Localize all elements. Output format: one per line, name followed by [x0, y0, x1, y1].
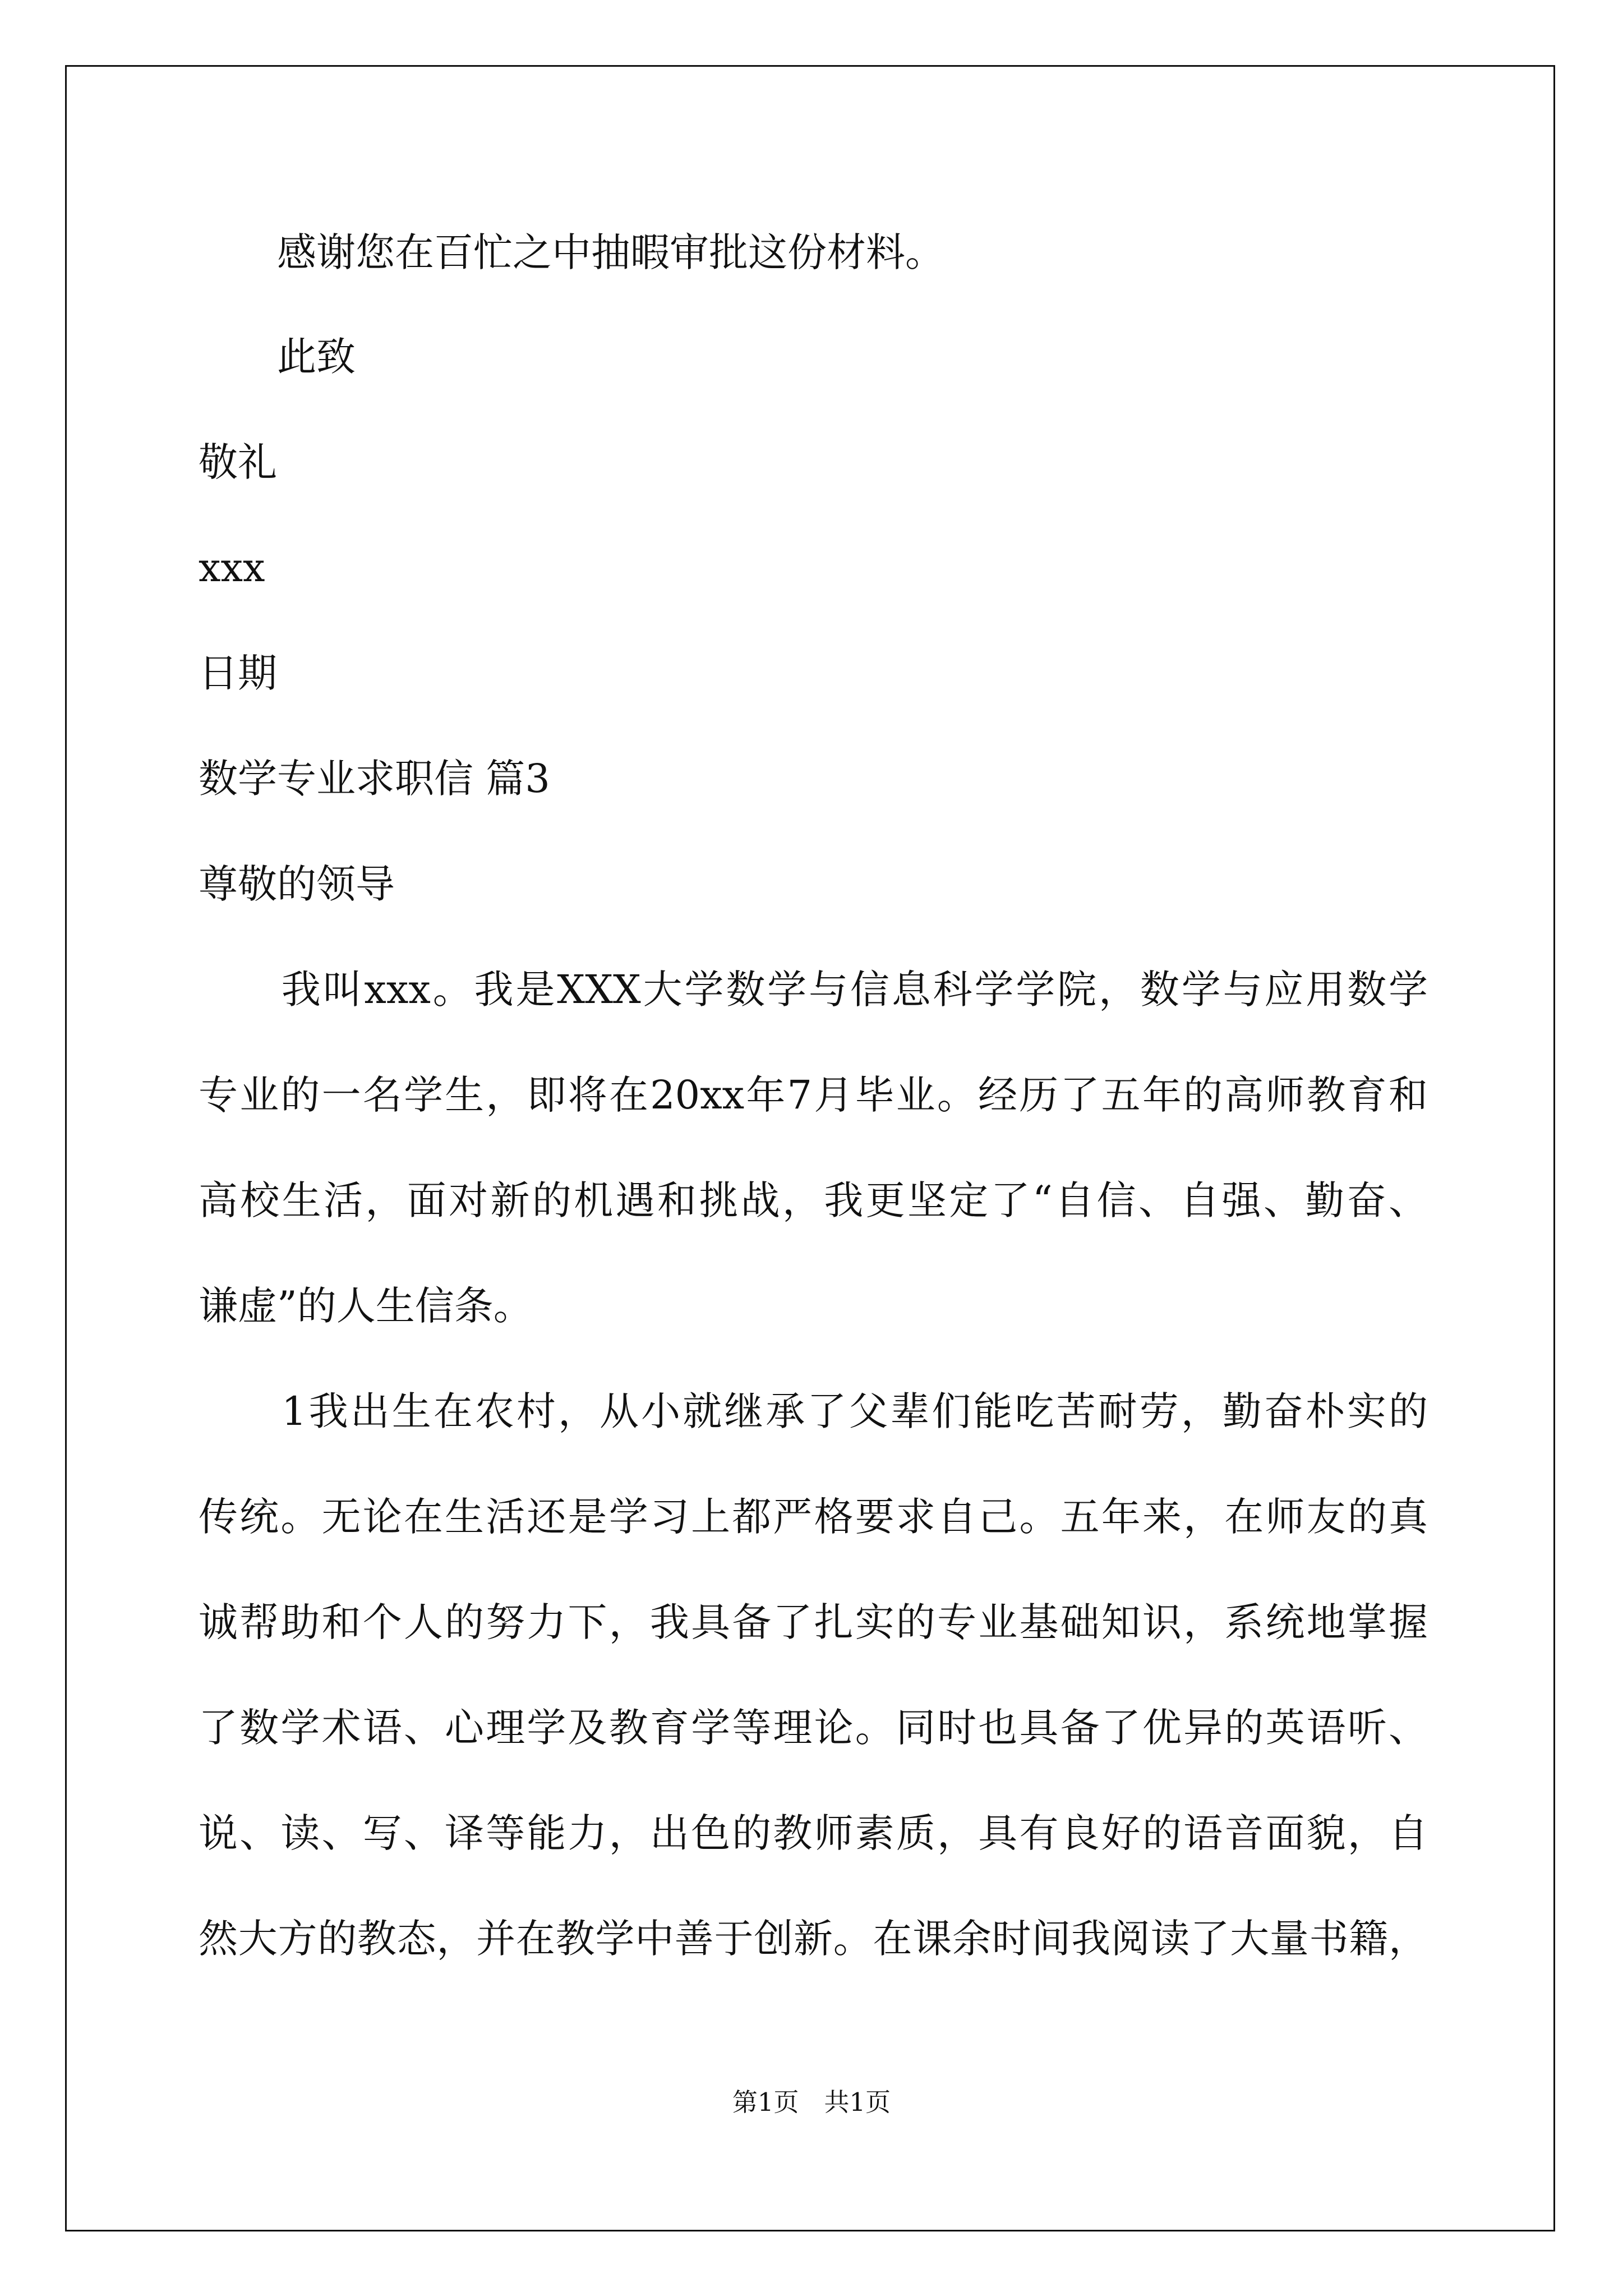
text-line-greeting: 尊敬的领导 — [199, 861, 395, 907]
text-line-regards: 敬礼 — [199, 439, 277, 485]
paragraph-line: 传统。无论在生活还是学习上都严格要求自己。五年来，在师友的真 — [199, 1494, 1428, 1540]
paragraph-line: 说、读、写、译等能力，出色的教师素质，具有良好的语音面貌，自 — [199, 1810, 1428, 1856]
text-line-thanks: 感谢您在百忙之中抽暇审批这份材料。 — [199, 229, 944, 275]
paragraph-line: 1我出生在农村，从小就继承了父辈们能吃苦耐劳，勤奋朴实的 — [199, 1388, 1428, 1434]
text-line-date: 日期 — [199, 650, 277, 696]
paragraph-line: 谦虚”的人生信条。 — [199, 1283, 533, 1329]
paragraph-line: 然大方的教态，并在教学中善于创新。在课余时间我阅读了大量书籍， — [199, 1916, 1428, 1962]
paragraph-line: 专业的一名学生，即将在20xx年7月毕业。经历了五年的高师教育和 — [199, 1072, 1428, 1118]
paragraph-line: 我叫xxx。我是XXX大学数学与信息科学学院，数学与应用数学 — [199, 967, 1428, 1013]
text-line-salutation: 此致 — [199, 334, 356, 380]
paragraph-line: 了数学术语、心理学及教育学等理论。同时也具备了优异的英语听、 — [199, 1705, 1428, 1751]
page-footer: 第1页 共1页 — [732, 2087, 891, 2117]
paragraph-line: 高校生活，面对新的机遇和挑战，我更坚定了“自信、自强、勤奋、 — [199, 1177, 1428, 1223]
paragraph-line: 诚帮助和个人的努力下，我具备了扎实的专业基础知识，系统地掌握 — [199, 1599, 1428, 1645]
section-heading: 数学专业求职信 篇3 — [199, 756, 550, 802]
text-line-name: xxx — [199, 545, 265, 591]
page-border — [65, 65, 1555, 2231]
